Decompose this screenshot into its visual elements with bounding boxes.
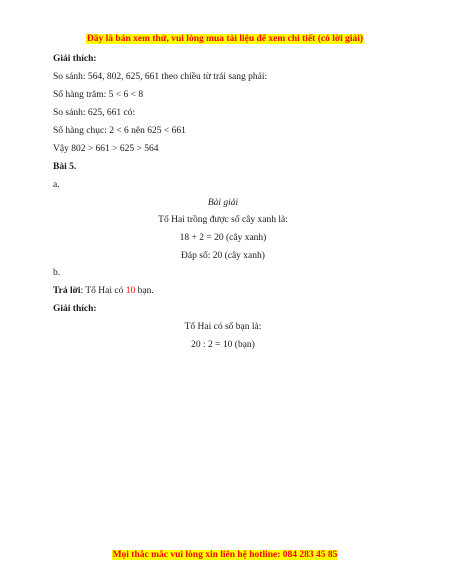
text-line: Vậy 802 > 661 > 625 > 564 <box>53 144 159 154</box>
text-line: Số hàng trăm: 5 < 6 < 8 <box>53 90 144 100</box>
explanation-heading: Giải thích: <box>53 304 97 314</box>
answer-value: 10 <box>125 286 136 296</box>
part-a-label: a. <box>53 180 60 190</box>
answer-line: Đáp số: 20 (cây xanh) <box>181 251 265 261</box>
text-line: Số hàng chục: 2 < 6 nên 625 < 661 <box>53 126 186 136</box>
answer-text: bạn. <box>135 286 154 296</box>
explanation-heading: Giải thích: <box>53 54 97 64</box>
text-line: So sánh: 625, 661 có: <box>53 108 136 118</box>
exercise-title: Bài 5. <box>53 162 77 172</box>
preview-notice-banner: Đây là bản xem thử, vui lòng mua tài liệu để xem chi tiết (có lời giải) <box>86 34 364 44</box>
header-banner-row <box>0 28 450 46</box>
solution-line: Tổ Hai trồng được số cây xanh là: <box>158 215 288 225</box>
answer-text: : Tổ Hai có <box>80 286 126 296</box>
explanation-line: Tổ Hai có số bạn là: <box>184 322 262 332</box>
solution-line: 18 + 2 = 20 (cây xanh) <box>179 233 267 243</box>
answer-label: Trả lời <box>53 286 81 296</box>
explanation-line: 20 : 2 = 10 (bạn) <box>191 340 255 350</box>
text-line: So sánh: 564, 802, 625, 661 theo chiều từ trái sang phải: <box>53 72 268 82</box>
hotline-banner: Mọi thắc mắc vui lòng xin liên hệ hotline: 084 283 45 85 <box>112 550 338 560</box>
answer-sentence <box>53 285 154 297</box>
solution-title: Bài giải <box>207 198 239 208</box>
part-b-label: b. <box>53 268 61 278</box>
footer-banner-row <box>0 544 450 562</box>
